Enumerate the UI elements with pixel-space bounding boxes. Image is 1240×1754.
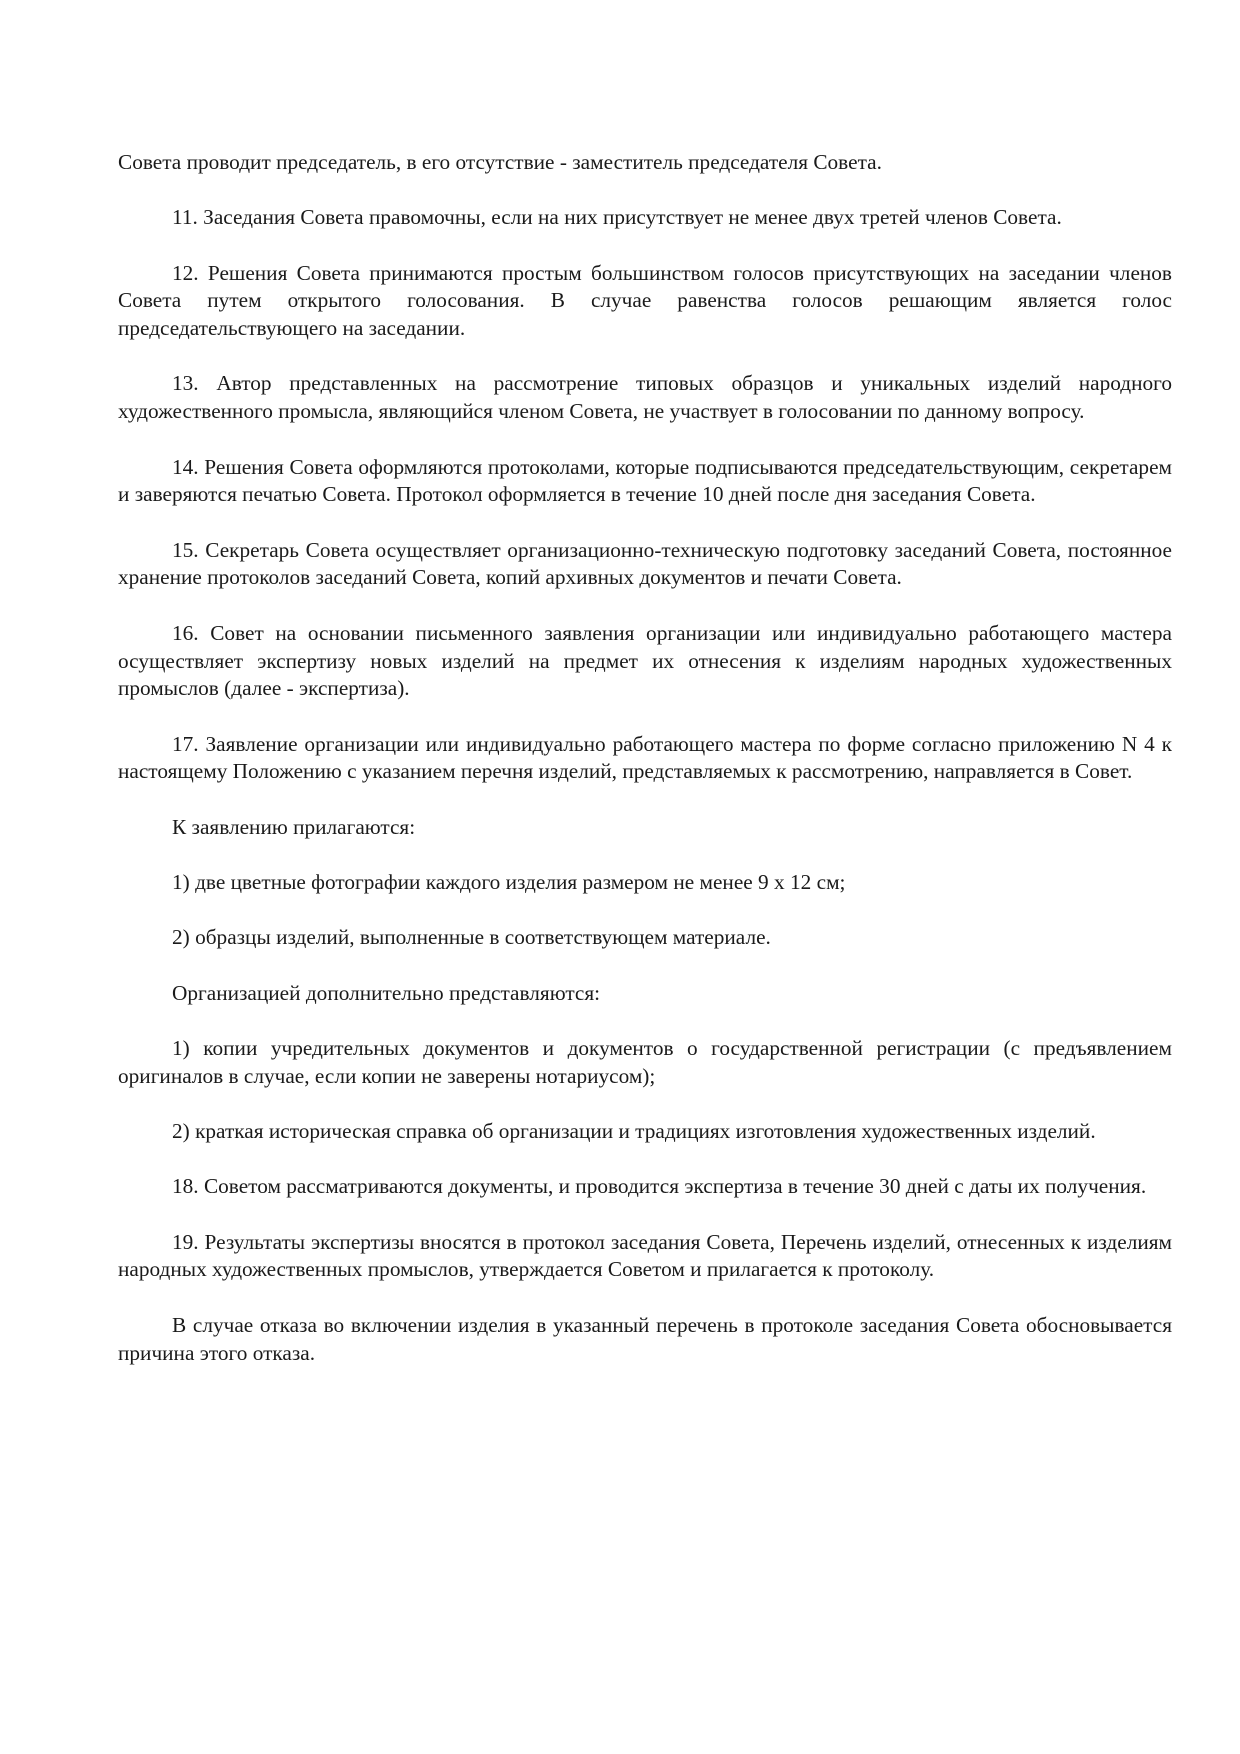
paragraph-16: 16. Совет на основании письменного заявления организации или индивидуально работающего мастера осуществляет экспертизу новых изделий на предмет их отнесения к изделиям народных художественных промыслов (далее - экспертиза). <box>118 620 1172 701</box>
paragraph-19: 19. Результаты экспертизы вносятся в протокол заседания Совета, Перечень изделий, отнесенных к изделиям народных художественных промыслов, утверждается Советом и прилагается к протоколу. <box>118 1229 1172 1282</box>
paragraph-15: 15. Секретарь Совета осуществляет организационно-техническую подготовку заседаний Совета, постоянное хранение протоколов заседаний Совета, копий архивных документов и печати Совета. <box>118 537 1172 590</box>
paragraph-attachments-intro: К заявлению прилагаются: <box>172 814 416 839</box>
document-body <box>118 149 1172 1395</box>
paragraph-14: 14. Решения Совета оформляются протоколами, которые подписываются председательствующим, секретарем и заверяются печатью Совета. Протокол оформляется в течение 10 дней после дня заседания Совета. <box>118 454 1172 507</box>
paragraph-12: 12. Решения Совета принимаются простым большинством голосов присутствующих на заседании членов Совета путем открытого голосования. В случае равенства голосов решающим является голос председательствующего на заседании. <box>118 260 1172 341</box>
paragraph-continuation: Совета проводит председатель, в его отсутствие - заместитель председателя Совета. <box>118 150 882 174</box>
paragraph-17: 17. Заявление организации или индивидуально работающего мастера по форме согласно приложению N 4 к настоящему Положению с указанием перечня изделий, представляемых к рассмотрению, направляется в Совет. <box>118 731 1172 784</box>
paragraph-organization-documents: 1) копии учредительных документов и документов о государственной регистрации (с предъявлением оригиналов в случае, если копии не заверены нотариусом); <box>118 1035 1172 1088</box>
paragraph-refusal: В случае отказа во включении изделия в указанный перечень в протоколе заседания Совета обосновывается причина этого отказа. <box>118 1312 1172 1365</box>
paragraph-attachment-photos: 1) две цветные фотографии каждого изделия размером не менее 9 х 12 см; <box>172 870 846 895</box>
paragraph-13: 13. Автор представленных на рассмотрение типовых образцов и уникальных изделий народного художественного промысла, являющийся членом Совета, не участвует в голосовании по данному вопросу. <box>118 371 1172 424</box>
paragraph-organization-intro: Организацией дополнительно представляются: <box>172 980 601 1005</box>
paragraph-11: 11. Заседания Совета правомочны, если на них присутствует не менее двух третей членов Совета. <box>172 205 1062 230</box>
paragraph-organization-history: 2) краткая историческая справка об организации и традициях изготовления художественных изделий. <box>172 1119 1096 1144</box>
paragraph-18: 18. Советом рассматриваются документы, и проводится экспертиза в течение 30 дней с даты их получения. <box>172 1174 1147 1199</box>
paragraph-attachment-samples: 2) образцы изделий, выполненные в соответствующем материале. <box>172 925 771 950</box>
